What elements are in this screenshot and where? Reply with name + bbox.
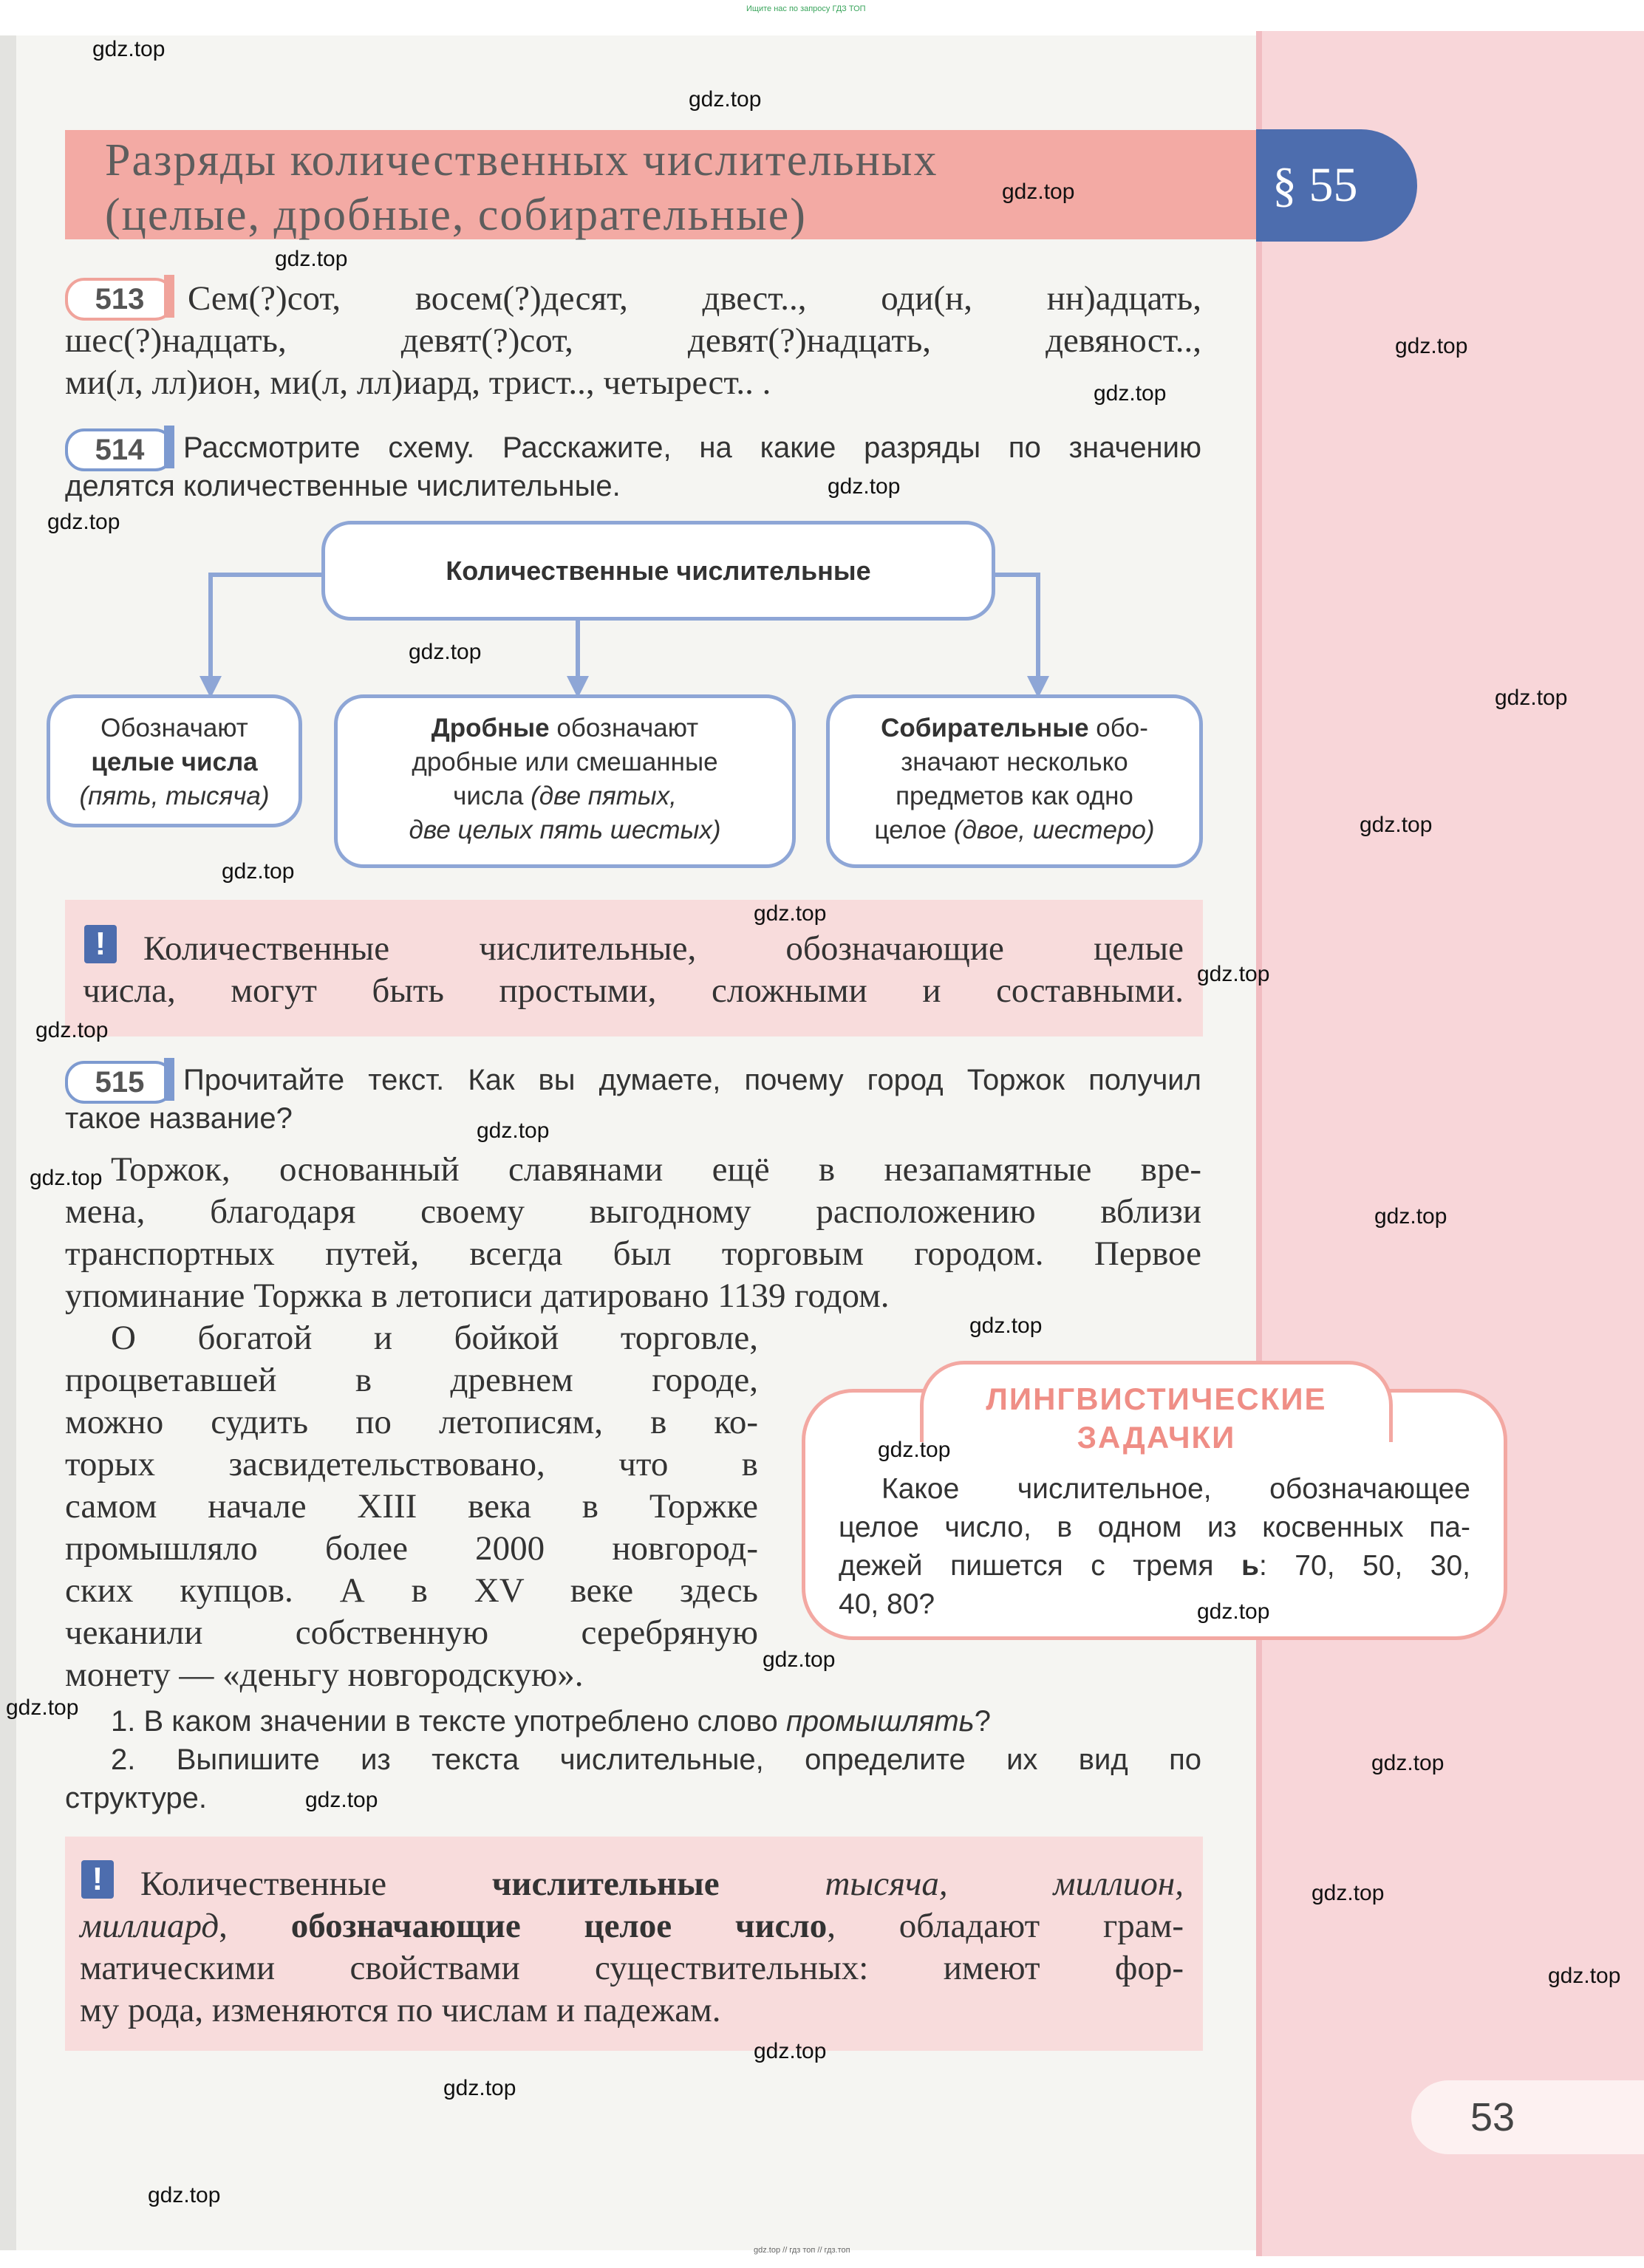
text-line: Какое числительное, обозначающее [881, 1473, 1470, 1505]
box-line [830, 813, 1199, 847]
task-text: 1. В каком значении в тексте употреблено слово [111, 1705, 786, 1738]
watermark: gdz.top [1197, 1599, 1270, 1624]
watermark: gdz.top [969, 1314, 1043, 1338]
text-line [80, 1905, 1184, 1947]
text-line: мена, благодаря своему выгодному расположению вблизи [65, 1192, 1201, 1231]
watermark: gdz.top [828, 474, 901, 499]
text-line: ми(л, лл)ион, ми(л, лл)иард, трист.., четырест.. . [65, 363, 771, 402]
exercise-number-514: 514 [65, 428, 174, 471]
diagram-box-collective [826, 694, 1203, 868]
box-line: две целых пять шестых) [409, 816, 721, 844]
text-line [839, 1547, 1470, 1585]
box-line [338, 711, 792, 745]
box-text: обозначают [549, 714, 699, 742]
exercise-515-text-narrow [65, 1317, 758, 1696]
line-text: : 70, 50, 30, [1258, 1550, 1470, 1582]
rule-2-text [80, 1863, 1184, 2032]
box-text: целое [874, 816, 954, 844]
box-italic: (две пятых, [531, 782, 677, 810]
watermark: gdz.top [30, 1166, 103, 1190]
text-line: процветавшей в древнем городе, [65, 1361, 758, 1399]
linguistic-puzzle-title [920, 1380, 1393, 1457]
box-text: обо- [1088, 714, 1148, 742]
text-line: шес(?)надцать, девят(?)сот, девят(?)надцать, девяност.., [65, 321, 1201, 360]
watermark: gdz.top [754, 2039, 827, 2063]
watermark: gdz.top [35, 1018, 109, 1042]
watermark: gdz.top [47, 510, 120, 534]
task-2-cont: структуре. [65, 1782, 207, 1814]
watermark: gdz.top [1374, 1204, 1447, 1229]
box-bold: Собирательные [881, 714, 1089, 742]
box-line: дробные или смешанные [412, 748, 718, 776]
task-1 [65, 1702, 1201, 1741]
line-bold: числительные [491, 1865, 720, 1903]
text-line: Торжок, основанный славянами ещё в незапамятные вре- [111, 1150, 1201, 1189]
text-line: промышляло более 2000 новгород- [65, 1529, 758, 1568]
watermark: gdz.top [409, 640, 482, 664]
top-notice: Ищите нас по запросу ГДЗ ТОП [746, 4, 866, 13]
watermark: gdz.top [1395, 334, 1468, 358]
text-line: целое число, в одном из косвенных па- [839, 1512, 1470, 1543]
title-line: ЛИНГВИСТИЧЕСКИЕ [986, 1381, 1327, 1416]
text-line: О богатой и бойкой торговле, [111, 1319, 758, 1357]
box-line: (пять, тысяча) [79, 782, 270, 810]
text-line: Сем(?)сот, восем(?)десят, двест.., оди(н, нн)адцать, [188, 279, 1201, 318]
line-italic: миллиард [80, 1907, 219, 1945]
watermark: gdz.top [1548, 1964, 1621, 1988]
exclamation-icon: ! [84, 925, 117, 963]
watermark: gdz.top [1360, 813, 1433, 837]
exercise-number-513: 513 [65, 278, 174, 321]
box-line: предметов как одно [896, 782, 1133, 810]
connector-left [211, 575, 324, 680]
line-text: , обладают грам- [827, 1907, 1184, 1945]
text-line: Количественные числительные, обозначающие целые [143, 929, 1184, 968]
text-line: чеканили собственную серебряную [65, 1613, 758, 1652]
text-line: му рода, изменяются по числам и падежам. [80, 1991, 721, 2029]
watermark: gdz.top [763, 1647, 836, 1672]
text-line: транспортных путей, всегда был торговым городом. Первое [65, 1234, 1201, 1273]
diagram-box-whole [47, 694, 302, 827]
text-line: самом начале XIII века в Торжке [65, 1487, 758, 1526]
box-line [338, 779, 792, 813]
exercise-515-tasks [65, 1702, 1201, 1817]
line-italic: тысяча, миллион, [719, 1865, 1184, 1903]
diagram-box-fractional [334, 694, 796, 868]
diagram-root-box: Количественные числительные [321, 521, 995, 621]
text-line: такое название? [65, 1102, 293, 1135]
watermark: gdz.top [689, 87, 762, 112]
watermark: gdz.top [92, 37, 166, 61]
exercise-515-instruction [65, 1061, 1201, 1138]
bottom-notice: gdz.top // гдз топ // гдз.топ [754, 2246, 850, 2255]
text-line: числа, могут быть простыми, сложными и составными. [83, 971, 1184, 1010]
watermark: gdz.top [1371, 1751, 1445, 1775]
watermark: gdz.top [443, 2076, 516, 2100]
watermark: gdz.top [305, 1788, 378, 1812]
line-bold: ь [1241, 1550, 1259, 1582]
box-line: Обозначают [100, 714, 248, 742]
line-text: , [219, 1907, 291, 1945]
text-line [80, 1863, 1184, 1905]
watermark: gdz.top [222, 859, 295, 884]
text-line: матическими свойствами существительных: имеют фор- [80, 1949, 1184, 1987]
watermark: gdz.top [1002, 180, 1075, 204]
box-italic: (двое, шестеро) [953, 816, 1155, 844]
watermark: gdz.top [275, 247, 348, 271]
title-line: ЗАДАЧКИ [1077, 1420, 1236, 1455]
text-line: Прочитайте текст. Как вы думаете, почему город Торжок получил [183, 1064, 1201, 1096]
text-line: можно судить по летописям, в ко- [65, 1403, 758, 1441]
watermark: gdz.top [754, 901, 827, 926]
text-line: Рассмотрите схему. Расскажите, на какие разряды по значению [183, 431, 1201, 464]
box-line [830, 711, 1199, 745]
box-text: числа [453, 782, 531, 810]
watermark: gdz.top [6, 1695, 79, 1720]
watermark: gdz.top [1197, 962, 1270, 986]
title-line-1: Разряды количественных числительных [105, 135, 938, 185]
task-italic: промышлять [785, 1705, 975, 1738]
watermark: gdz.top [1495, 686, 1568, 710]
text-line: 40, 80? [839, 1588, 935, 1620]
connector-right [994, 575, 1038, 680]
exercise-515-text [65, 1149, 1201, 1317]
watermark: gdz.top [1094, 381, 1167, 406]
line-text: Количественные [140, 1865, 492, 1903]
text-line: торых засвидетельствовано, что в [65, 1445, 758, 1483]
line-bold: обозначающие целое число [290, 1907, 828, 1945]
text-line: делятся количественные числительные. [65, 470, 621, 502]
watermark: gdz.top [148, 2183, 221, 2207]
line-text: дежей пишется с тремя [839, 1550, 1241, 1582]
exercise-number-515: 515 [65, 1061, 174, 1104]
box-line: значают несколько [901, 748, 1128, 776]
page-number: 53 [1470, 2095, 1515, 2139]
linguistic-puzzle-text [839, 1470, 1470, 1624]
text-line: монету — «деньгу новгородскую». [65, 1656, 584, 1694]
watermark: gdz.top [477, 1118, 550, 1143]
task-text: ? [974, 1705, 991, 1738]
watermark: gdz.top [1312, 1881, 1385, 1905]
paragraph-badge: § 55 [1256, 129, 1417, 242]
box-line: целые числа [91, 748, 258, 776]
text-line: ских купцов. А в XV веке здесь [65, 1571, 758, 1610]
task-2: 2. Выпишите из текста числительные, определите их вид по [111, 1743, 1201, 1776]
watermark: gdz.top [878, 1438, 951, 1462]
rule-1-text [83, 928, 1184, 1012]
title-line-2: (целые, дробные, собирательные) [105, 190, 807, 240]
exclamation-icon: ! [81, 1860, 114, 1899]
text-line: упоминание Торжка в летописи датировано 1139 годом. [65, 1277, 890, 1315]
box-bold: Дробные [431, 714, 550, 742]
